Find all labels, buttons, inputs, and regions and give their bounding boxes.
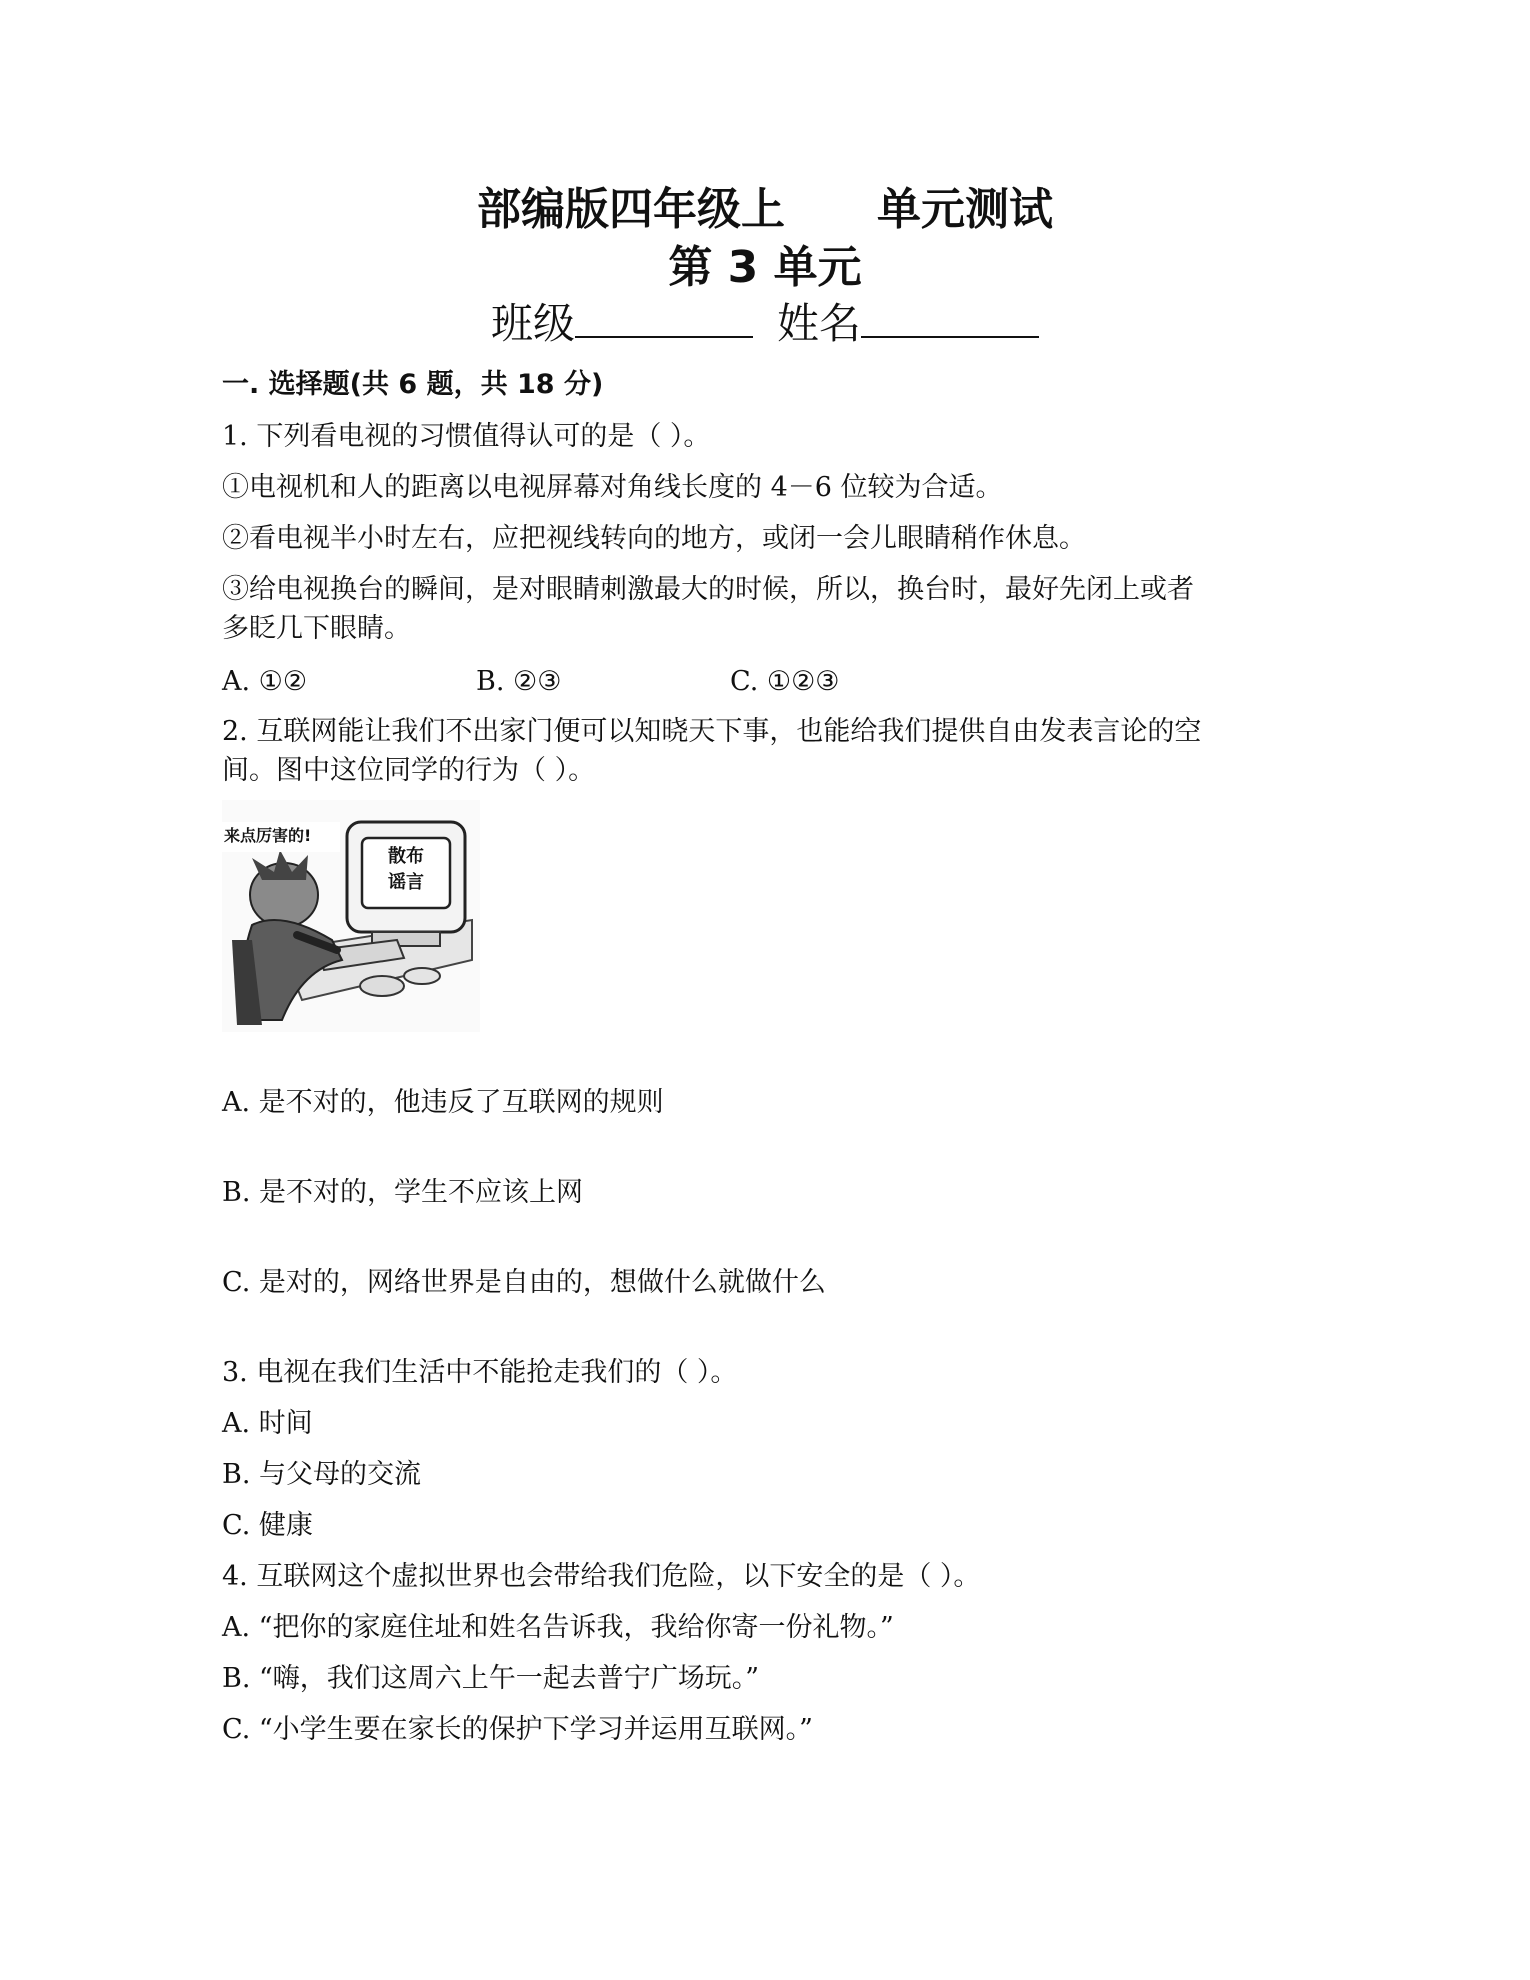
worksheet-title: 部编版四年级上 单元测试 [477,184,1053,235]
name-label: 姓名 [777,299,862,348]
q4-stem: 4. 互联网这个虚拟世界也会带给我们危险，以下安全的是（ ）。 [222,1561,981,1592]
q1-option-a[interactable]: A. ①② [222,666,308,697]
q1-item-2: ②看电视半小时左右，应把视线转向的地方，或闭一会儿眼睛稍作休息。 [222,523,1086,554]
q1-item-3-line2: 多眨几下眼睛。 [222,613,411,644]
q3-stem: 3. 电视在我们生活中不能抢走我们的（ ）。 [222,1357,738,1388]
q1-item-1: ①电视机和人的距离以电视屏幕对角线长度的 4－6 位较为合适。 [222,472,1003,503]
q1-option-b[interactable]: B. ②③ [476,666,562,697]
q2-option-a[interactable]: A. 是不对的，他违反了互联网的规则 [222,1087,664,1118]
monitor-text [362,844,450,896]
q1-stem: 1. 下列看电视的习惯值得认可的是（ ）。 [222,421,711,452]
q3-option-c[interactable]: C. 健康 [222,1510,313,1541]
section-heading: 一. 选择题(共 6 题，共 18 分) [222,369,604,400]
q2-option-c[interactable]: C. 是对的，网络世界是自由的，想做什么就做什么 [222,1267,826,1298]
name-blank[interactable] [861,296,1039,338]
q1-options [222,665,1312,699]
q4-option-b[interactable]: B. “嗨，我们这周六上午一起去普宁广场玩。” [222,1663,760,1694]
q4-option-c[interactable]: C. “小学生要在家长的保护下学习并运用互联网。” [222,1714,813,1745]
q1-option-c[interactable]: C. ①②③ [730,666,840,697]
monitor-text-line2: 谣言 [388,872,424,893]
class-name-line [0,296,1530,352]
cartoon-caption: 来点厉害的! [224,826,312,845]
q2-stem-line2: 间。图中这位同学的行为（ ）。 [222,755,596,786]
q3-option-b[interactable]: B. 与父母的交流 [222,1459,422,1490]
cartoon-illustration [222,800,480,1032]
q3-option-a[interactable]: A. 时间 [222,1408,313,1439]
q4-option-a[interactable]: A. “把你的家庭住址和姓名告诉我，我给你寄一份礼物。” [222,1612,894,1643]
class-blank[interactable] [575,296,753,338]
q2-stem-line1: 2. 互联网能让我们不出家门便可以知晓天下事，也能给我们提供自由发表言论的空 [222,716,1202,747]
monitor-text-line1: 散布 [388,846,424,867]
q1-item-3-line1: ③给电视换台的瞬间，是对眼睛刺激最大的时候，所以，换台时，最好先闭上或者 [222,574,1194,605]
q2-option-b[interactable]: B. 是不对的，学生不应该上网 [222,1177,584,1208]
class-label: 班级 [490,299,575,348]
unit-title: 第 3 单元 [668,242,862,293]
